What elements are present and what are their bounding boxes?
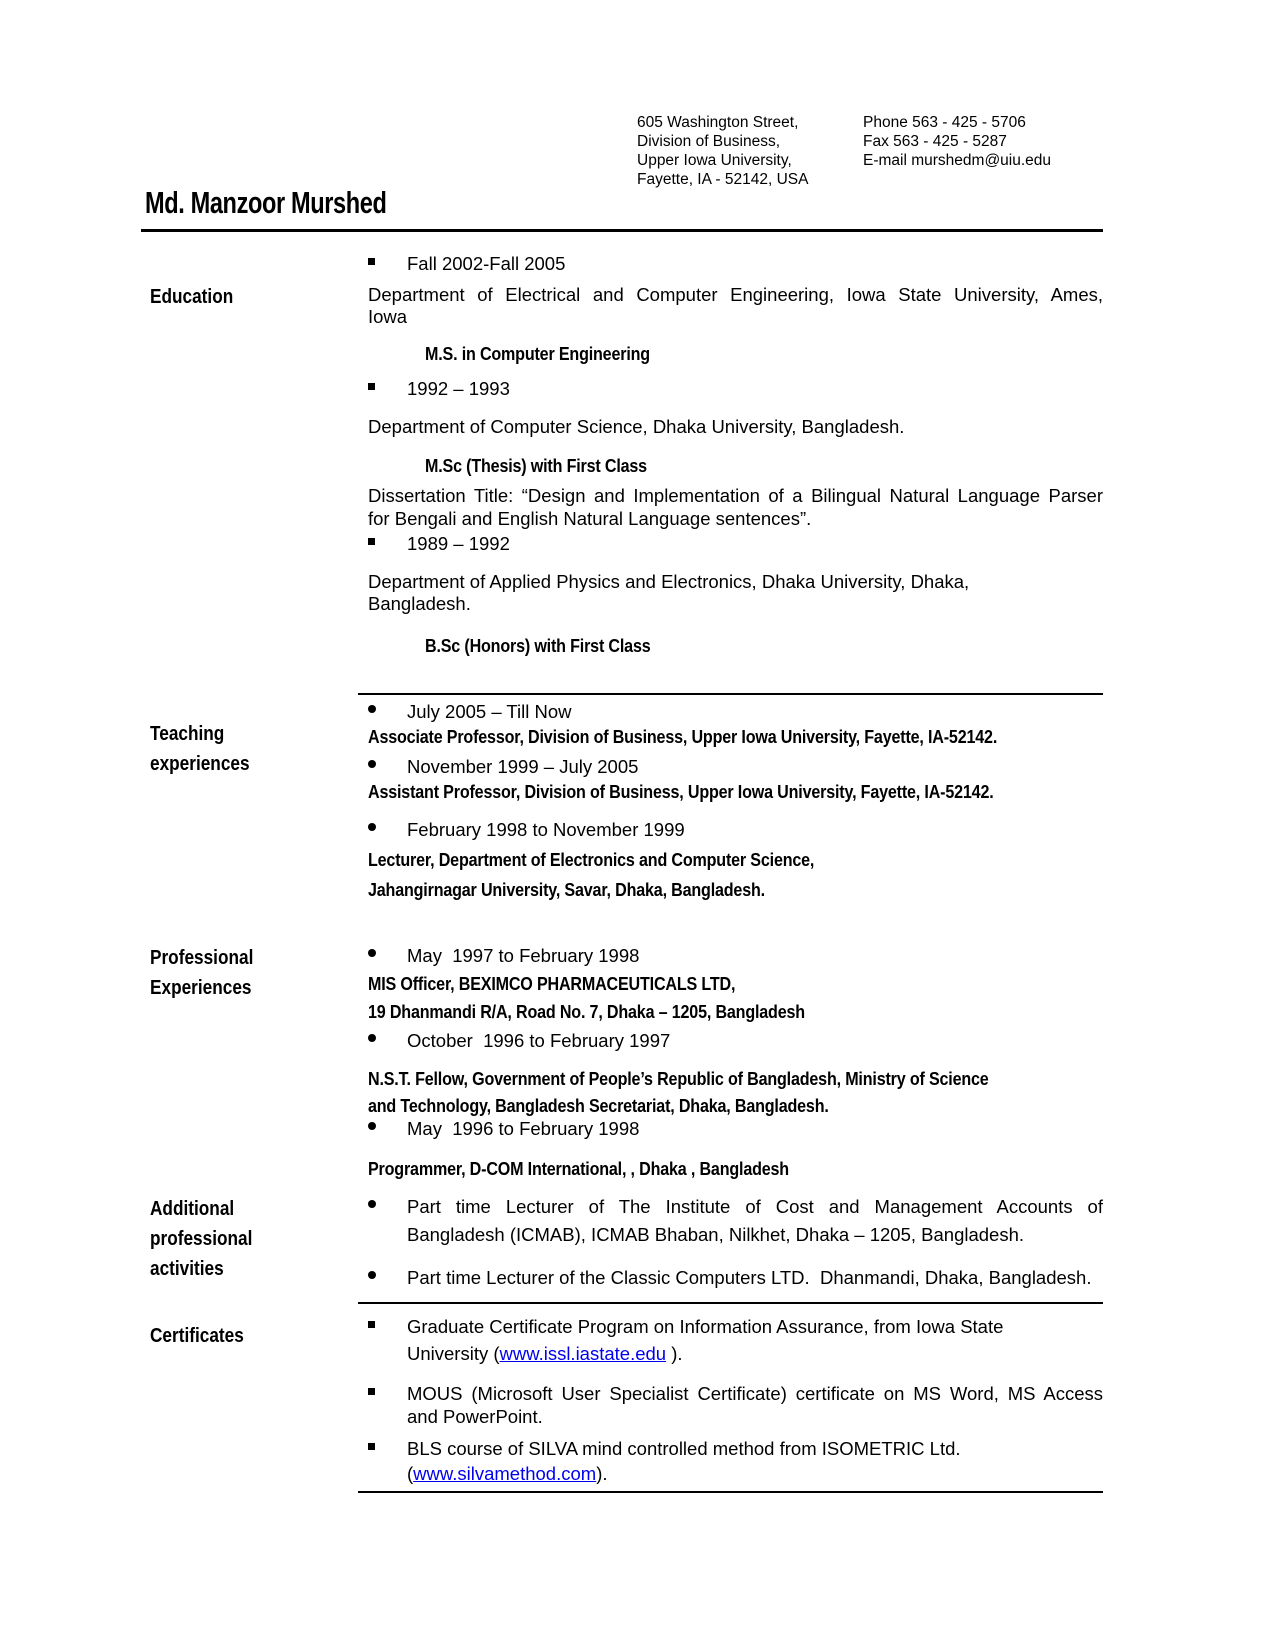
teaching-title: Jahangirnagar University, Savar, Dhaka, Bangladesh.	[368, 879, 765, 900]
education-dept-line: Department of Computer Science, Dhaka University, Bangladesh.	[368, 416, 905, 437]
contact-block	[863, 113, 1123, 170]
certificate-line	[407, 1462, 1103, 1485]
section-label-certificates: Certificates	[150, 1324, 244, 1347]
silvamethod-link[interactable]: www.silvamethod.com	[413, 1463, 597, 1484]
round-bullet-icon	[368, 1271, 376, 1279]
square-bullet-icon	[368, 1443, 375, 1450]
certificate-line: Graduate Certificate Program on Information Assurance, from Iowa State	[407, 1316, 1004, 1337]
additional-activity-line: Part time Lecturer of the Classic Computers LTD. Dhanmandi, Dhaka, Bangladesh.	[407, 1267, 1092, 1288]
section-label-teaching: experiences	[150, 752, 250, 775]
section-label-additional: activities	[150, 1257, 224, 1280]
additional-activity-line: Bangladesh (ICMAB), ICMAB Bhaban, Nilkhet, Dhaka – 1205, Bangladesh.	[407, 1224, 1025, 1245]
teaching-period-item	[365, 818, 1103, 841]
education-period-item	[365, 252, 1103, 275]
education-period-item	[365, 377, 1103, 400]
teaching-period: July 2005 – Till Now	[407, 701, 572, 722]
certificate-text: University (	[407, 1343, 500, 1364]
round-bullet-icon	[368, 1122, 376, 1130]
teaching-period: November 1999 – July 2005	[407, 756, 639, 777]
professional-period-item	[365, 944, 1103, 967]
email-line: E-mail murshedm@uiu.edu	[863, 152, 1052, 169]
education-period: 1989 – 1992	[407, 533, 510, 554]
education-dept-line: Department of Applied Physics and Electronics, Dhaka University, Dhaka,	[368, 571, 970, 592]
address-block	[637, 113, 852, 189]
education-degree: M.S. in Computer Engineering	[425, 343, 650, 364]
square-bullet-icon	[368, 538, 375, 545]
professional-period: May 1997 to February 1998	[407, 945, 640, 966]
round-bullet-icon	[368, 760, 376, 768]
education-dept-line: Department of Electrical and Computer Engineering, Iowa State University, Ames,	[368, 284, 1103, 305]
square-bullet-icon	[368, 383, 375, 390]
teaching-period-item	[365, 755, 1103, 778]
additional-activity-item	[365, 1266, 1103, 1289]
professional-title: MIS Officer, BEXIMCO PHARMACEUTICALS LTD,	[368, 973, 736, 994]
phone-line: Phone 563 - 425 - 5706	[863, 114, 1026, 131]
issl-iastate-link[interactable]: www.issl.iastate.edu	[499, 1343, 667, 1364]
certificate-text: ).	[666, 1343, 683, 1364]
name-divider	[141, 229, 1103, 232]
section-label-additional: Additional	[150, 1197, 235, 1220]
certificate-item	[365, 1382, 1103, 1405]
education-dept-line: Iowa	[368, 306, 408, 327]
dissertation-line: for Bengali and English Natural Language sentences”.	[368, 508, 812, 529]
certificate-line: and PowerPoint.	[407, 1406, 543, 1427]
education-period: 1992 – 1993	[407, 378, 510, 399]
teaching-title: Associate Professor, Division of Business, Upper Iowa University, Fayette, IA-52142.	[368, 726, 998, 747]
certificate-item	[365, 1437, 1103, 1460]
teaching-title: Lecturer, Department of Electronics and Computer Science,	[368, 849, 815, 870]
teaching-period-item	[365, 700, 1103, 723]
address-line: Fayette, IA - 52142, USA	[637, 171, 809, 188]
fax-line: Fax 563 - 425 - 5287	[863, 133, 1007, 150]
square-bullet-icon	[368, 1388, 375, 1395]
person-name: Md. Manzoor Murshed	[145, 185, 387, 220]
certificate-line	[407, 1342, 1103, 1365]
section-divider	[358, 1302, 1103, 1304]
professional-period-item	[365, 1029, 1103, 1052]
round-bullet-icon	[368, 949, 376, 957]
address-line: Upper Iowa University,	[637, 152, 792, 169]
additional-activity-line: Part time Lecturer of The Institute of Cost and Management Accounts of	[407, 1196, 1103, 1217]
additional-activity-item	[365, 1195, 1103, 1218]
education-period: Fall 2002-Fall 2005	[407, 253, 566, 274]
square-bullet-icon	[368, 258, 375, 265]
section-label-additional: professional	[150, 1227, 253, 1250]
address-line: Division of Business,	[637, 133, 781, 150]
teaching-period: February 1998 to November 1999	[407, 819, 685, 840]
square-bullet-icon	[368, 1321, 375, 1328]
professional-period: May 1996 to February 1998	[407, 1118, 640, 1139]
certificate-item	[365, 1315, 1103, 1338]
education-dept-line: Bangladesh.	[368, 593, 471, 614]
section-label-professional: Professional	[150, 946, 254, 969]
bottom-divider	[358, 1491, 1103, 1493]
dissertation-line: Dissertation Title: “Design and Implementation of a Bilingual Natural Language Parser	[368, 485, 1103, 506]
certificate-line: BLS course of SILVA mind controlled method from ISOMETRIC Ltd.	[407, 1438, 961, 1459]
certificate-line: MOUS (Microsoft User Specialist Certificate) certificate on MS Word, MS Access	[407, 1383, 1103, 1404]
round-bullet-icon	[368, 1034, 376, 1042]
professional-period-item	[365, 1117, 1103, 1140]
round-bullet-icon	[368, 705, 376, 713]
professional-title: Programmer, D-COM International, , Dhaka , Bangladesh	[368, 1158, 789, 1179]
professional-title: 19 Dhanmandi R/A, Road No. 7, Dhaka – 1205, Bangladesh	[368, 1001, 805, 1022]
certificate-text: (	[407, 1463, 414, 1484]
professional-period: October 1996 to February 1997	[407, 1030, 671, 1051]
certificate-text: ).	[596, 1463, 608, 1484]
section-label-teaching: Teaching	[150, 722, 225, 745]
professional-title: and Technology, Bangladesh Secretariat, Dhaka, Bangladesh.	[368, 1095, 829, 1116]
section-label-professional: Experiences	[150, 976, 252, 999]
education-period-item	[365, 532, 1103, 555]
round-bullet-icon	[368, 823, 376, 831]
professional-title: N.S.T. Fellow, Government of People’s Republic of Bangladesh, Ministry of Science	[368, 1068, 989, 1089]
section-divider	[358, 693, 1103, 695]
section-label-education: Education	[150, 285, 234, 308]
education-degree: B.Sc (Honors) with First Class	[425, 635, 651, 656]
education-degree: M.Sc (Thesis) with First Class	[425, 455, 647, 476]
round-bullet-icon	[368, 1200, 376, 1208]
teaching-title: Assistant Professor, Division of Business, Upper Iowa University, Fayette, IA-52142.	[368, 781, 994, 802]
address-line: 605 Washington Street,	[637, 114, 799, 131]
